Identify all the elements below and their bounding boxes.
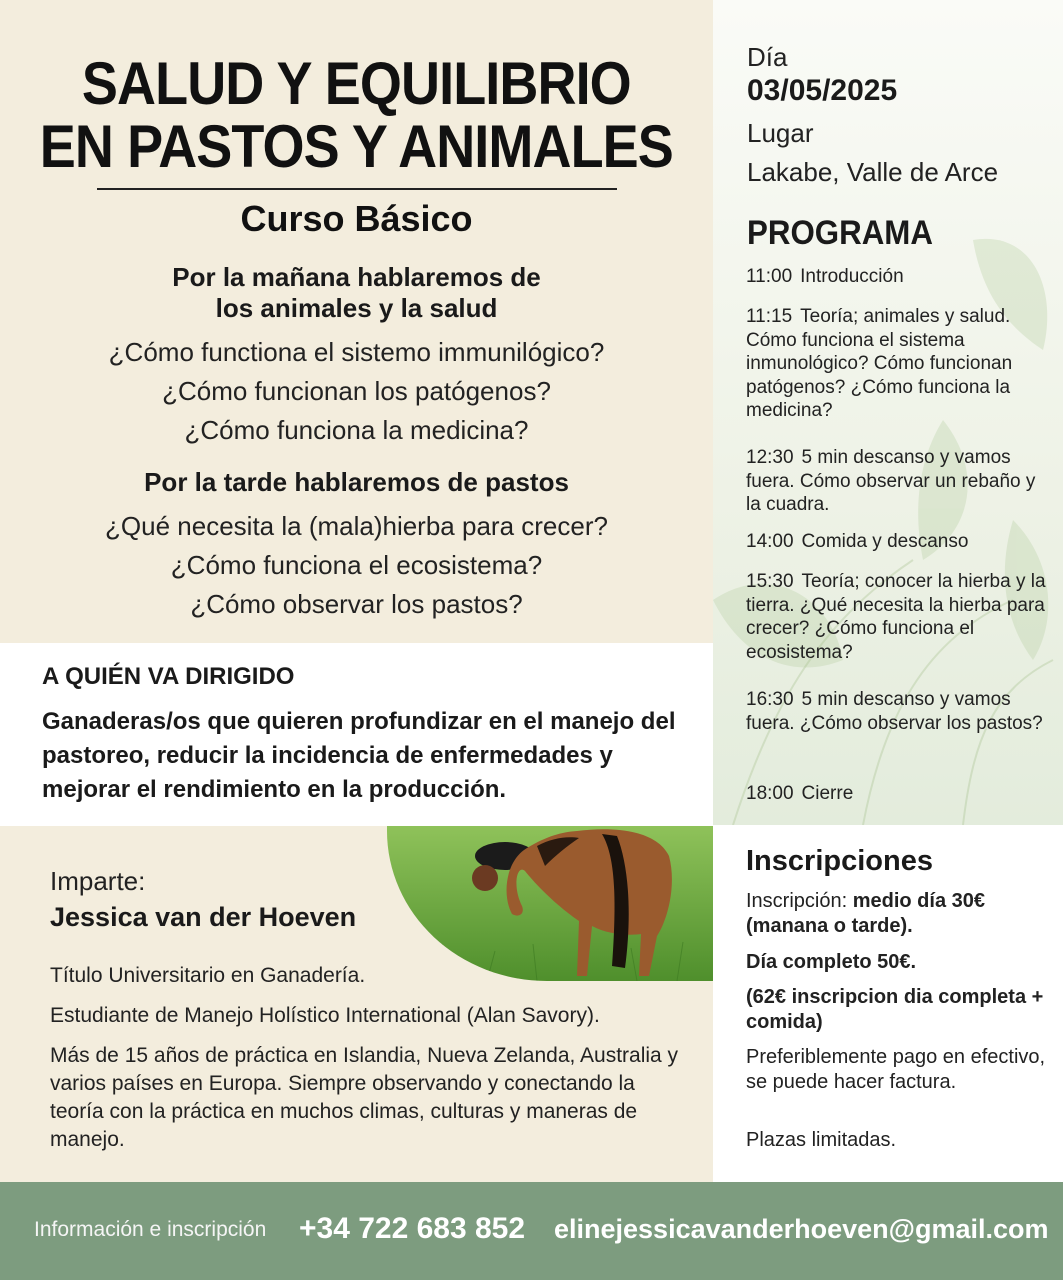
payment-note: Preferiblemente pago en efectivo, se puede hacer factura. bbox=[746, 1046, 1046, 1093]
course-intro-panel bbox=[0, 0, 713, 643]
contact-label: Información e inscripción bbox=[34, 1218, 267, 1241]
event-place: Lakabe, Valle de Arce bbox=[747, 157, 999, 187]
inscripciones-section bbox=[713, 825, 1063, 1182]
limited-places: Plazas limitadas. bbox=[746, 1129, 897, 1151]
programa-item bbox=[746, 570, 1046, 664]
programa-time: 11:00 bbox=[746, 266, 793, 287]
programa-text: Comida y descanso bbox=[801, 531, 969, 552]
programa-time: 12:30 bbox=[746, 447, 794, 468]
title-line-2: EN PASTOS Y ANIMALES bbox=[39, 113, 673, 180]
title-line-1: SALUD Y EQUILIBRIO bbox=[81, 50, 631, 117]
programa-title: PROGRAMA bbox=[747, 214, 933, 252]
inscripciones-title: Inscripciones bbox=[746, 845, 933, 877]
price-half-day bbox=[746, 889, 1046, 938]
instructor-name: Jessica van der Hoeven bbox=[50, 902, 357, 932]
event-sidebar bbox=[713, 0, 1063, 1182]
afternoon-questions bbox=[0, 507, 713, 624]
morning-heading bbox=[0, 262, 713, 324]
title-divider bbox=[97, 188, 617, 190]
afternoon-question: ¿Qué necesita la (mala)hierba para crecer? bbox=[105, 511, 608, 541]
programa-time: 18:00 bbox=[746, 783, 794, 804]
morning-heading-line-2: los animales y la salud bbox=[215, 293, 498, 323]
programa-text: 5 min descanso y vamos fuera. Cómo observar un rebaño y la cuadra. bbox=[746, 447, 1036, 515]
price-full-day-meal: (62€ inscripcion dia completa + comida) bbox=[746, 986, 1044, 1033]
contact-footer bbox=[0, 1182, 1063, 1280]
place-label: Lugar bbox=[747, 118, 814, 148]
afternoon-question: ¿Cómo funciona el ecosistema? bbox=[170, 550, 543, 580]
programa-text: Introducción bbox=[800, 266, 904, 287]
horse-photo-illustration bbox=[387, 826, 713, 981]
programa-time: 16:30 bbox=[746, 689, 794, 710]
audience-section bbox=[0, 643, 713, 826]
programa-item bbox=[746, 305, 1046, 423]
bio-experience: Más de 15 años de práctica en Islandia, Nueva Zelanda, Australia y varios países en Europa. Siempre observando y conectando la teoría con la práctica en muchos climas, culturas y maneras de manejo. bbox=[50, 1044, 679, 1151]
morning-question: ¿Cómo funcionan los patógenos? bbox=[162, 376, 551, 406]
contact-email[interactable]: elinejessicavanderhoeven@gmail.com bbox=[554, 1214, 1049, 1244]
course-title bbox=[36, 52, 678, 178]
morning-questions bbox=[0, 333, 713, 450]
programa-text: Teoría; conocer la hierba y la tierra. ¿Qué necesita la hierba para crecer? ¿Cómo funciona el ecosistema? bbox=[746, 571, 1046, 663]
instructor-label: Imparte: bbox=[50, 866, 146, 896]
programa-item bbox=[746, 782, 1046, 806]
event-date: 03/05/2025 bbox=[747, 74, 898, 107]
afternoon-question: ¿Cómo observar los pastos? bbox=[190, 589, 523, 619]
programa-text: Cierre bbox=[801, 783, 854, 804]
programa-item bbox=[746, 446, 1046, 517]
morning-question: ¿Cómo functiona el sistemo immunilógico? bbox=[108, 337, 605, 367]
price-full-day: Día completo 50€. bbox=[746, 951, 917, 973]
programa-item bbox=[746, 688, 1046, 735]
bio-degree: Título Universitario en Ganadería. bbox=[50, 964, 366, 987]
programa-text: Teoría; animales y salud. Cómo funciona el sistema inmunológico? Cómo funcionan patógenos? ¿Cómo funciona la medicina? bbox=[746, 306, 1013, 421]
programa-time: 14:00 bbox=[746, 531, 794, 552]
instructor-section bbox=[0, 826, 713, 1182]
programa-item bbox=[746, 265, 1046, 289]
morning-heading-line-1: Por la mañana hablaremos de bbox=[172, 262, 541, 292]
audience-heading: A QUIÉN VA DIRIGIDO bbox=[42, 663, 295, 690]
programa-item bbox=[746, 530, 1046, 554]
day-label: Día bbox=[747, 42, 788, 72]
price-half-day-prefix: Inscripción: bbox=[746, 890, 853, 912]
horse-grazing-photo bbox=[387, 826, 713, 981]
course-subtitle: Curso Básico bbox=[240, 198, 473, 239]
audience-text: Ganaderas/os que quieren profundizar en el manejo del pastoreo, reducir la incidencia de enfermedades y mejorar el rendimiento en la producción. bbox=[42, 708, 676, 803]
price-half-day-value: medio día 30€ (manana o tarde). bbox=[746, 890, 985, 937]
programa-text: 5 min descanso y vamos fuera. ¿Cómo observar los pastos? bbox=[746, 689, 1043, 734]
morning-question: ¿Cómo funciona la medicina? bbox=[184, 415, 529, 445]
programa-time: 11:15 bbox=[746, 306, 793, 327]
bio-study: Estudiante de Manejo Holístico International (Alan Savory). bbox=[50, 1004, 600, 1027]
programa-time: 15:30 bbox=[746, 571, 794, 592]
contact-phone[interactable]: +34 722 683 852 bbox=[299, 1212, 526, 1245]
afternoon-heading: Por la tarde hablaremos de pastos bbox=[144, 467, 569, 497]
